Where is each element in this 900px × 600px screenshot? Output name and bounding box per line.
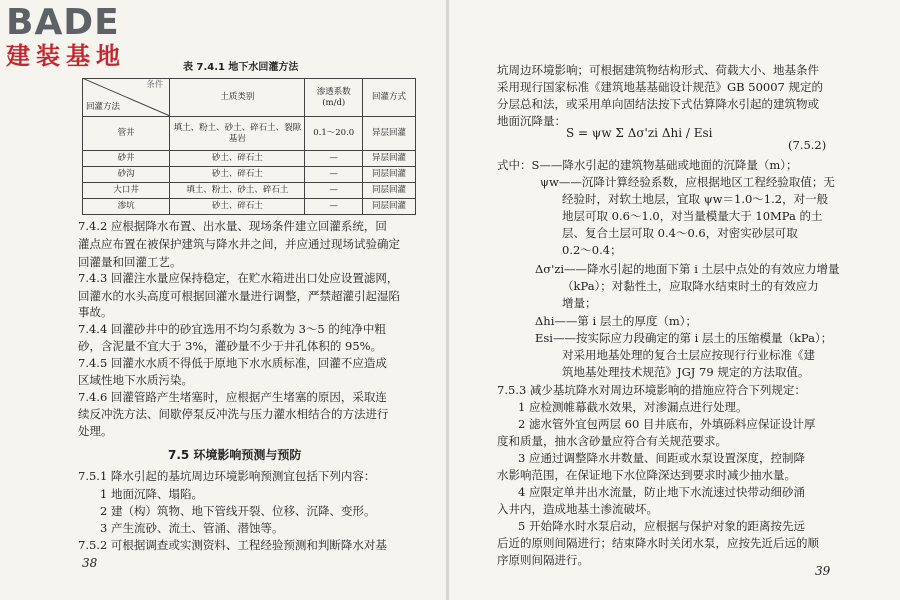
table-cell: 0.1～20.0 [305,117,363,151]
text-line: 4 应限定单井出水流量，防止地下水流速过快带动细砂涌 [518,485,805,499]
th-perm: 渗透系数(m/d) [305,79,363,117]
text-line: ψw——沉降计算经验系数，应根据地区工程经验取值；无 [540,175,835,189]
book-spine [446,0,449,600]
table-cell: 砂沟 [83,167,170,183]
table-cell: — [305,183,363,199]
table-cell: — [305,167,363,183]
logo-bade: BADE [6,2,120,43]
text-line: 续反冲洗方法、间歇停泵反冲洗与压力灌水相结合的方法进行 [78,407,389,421]
text-line: 7.4.5 回灌水水质不得低于原地下水水质标准，回灌不应造成 [78,356,387,370]
text-line: 事故。 [78,305,113,319]
text-line: 回灌水的水头高度可根据回灌水量进行调整，严禁超灌引起湿陷 [78,289,400,303]
table-cell: 同层回灌 [362,199,415,215]
table-cell: 同层回灌 [362,167,415,183]
table-cell: 异层回灌 [362,117,415,151]
text-line: 分层总和法，或采用单向固结法按下式估算降水引起的建筑物或 [497,97,819,111]
text-line: Esi——按实际应力段确定的第 i 层土的压缩模量（kPa）； [535,331,833,345]
text-line: 7.5.2 可根据调查或实测资料、工程经验预测和判断降水对基 [78,538,387,552]
table-cell: — [305,199,363,215]
text-line: Δσ'zi——降水引起的地面下第 i 土层中点处的有效应力增量 [535,262,840,276]
text-line: 7.4.6 回灌管路产生堵塞时，应根据产生堵塞的原因，采取连 [78,390,387,404]
table-cell: 砂井 [83,151,170,167]
text-line: 2 建（构）筑物、地下管线开裂、位移、沉降、变形。 [100,504,376,518]
text-line: 7.4.3 回灌注水量应保持稳定，在贮水箱进出口处应设置滤网， [78,271,399,285]
table-cell: 大口井 [83,183,170,199]
text-line: 地面沉降量： [497,114,566,128]
text-line: 灌点应布置在被保护建筑与降水井之间，并应通过现场试验确定 [78,237,400,251]
formula-number: (7.5.2) [788,138,827,152]
table-cell: 异层回灌 [362,151,415,167]
text-line: 处理。 [78,424,113,438]
page-number-right: 39 [815,564,831,578]
text-line: 水影响范围，在保证地下水位降深达到要求时减少抽水量。 [497,468,796,482]
text-line: 5 开始降水时水泵启动，应根据与保护对象的距离按先远 [518,519,805,533]
formula-text: S = ψw Σ Δσ'zi Δhi / Esi [566,126,713,140]
table-diagonal-line [82,78,172,116]
logo-cn: 建装基地 [6,42,126,70]
text-line: 度和质量，抽水含砂量应符合有关规范要求。 [497,434,727,448]
table-cell: — [305,151,363,167]
table-cell: 砂土、碎石土 [170,199,305,215]
text-line: 后近的原则间隔进行；结束降水时关闭水泵，应按先近后远的顺 [497,536,819,550]
text-line: 1 应检测帷幕截水效果，对渗漏点进行处理。 [518,400,748,414]
table-cell: 填土、粉土、砂土、碎石土 [170,183,305,199]
text-line: 7.5.1 降水引起的基坑周边环境影响预测宜包括下列内容： [78,469,376,483]
text-line: 7.5.3 减少基坑降水对周边环境影响的措施应符合下列规定： [497,383,806,397]
table-cell: 同层回灌 [362,183,415,199]
text-line: 3 产生流砂、流土、管涌、潜蚀等。 [100,521,284,535]
text-line: 入井内，造成地基土渗流破坏。 [497,502,658,516]
text-line: （kPa）；对黏性土，应取降水结束时土的有效应力 [562,279,819,293]
text-line: 7.4.2 应根据降水布置、出水量、现场条件建立回灌系统，回 [78,219,387,233]
table-cell: 管井 [83,117,170,151]
th-soil: 土质类别 [170,79,305,117]
text-line: 层、复合土层可取 0.4～0.6，对密实砂层可取 [562,226,798,240]
table-cell: 砂土、碎石土 [170,167,305,183]
th-mode: 回灌方式 [362,79,415,117]
text-line: 砂，含泥量不宜大于 3%，灌砂量不少于井孔体积的 95%。 [78,339,383,353]
diag-bottom: 回灌方法 [86,102,121,112]
logo [6,4,126,70]
text-line: 序原则间隔进行。 [497,553,589,567]
text-line: 区域性地下水质污染。 [78,373,193,387]
table-cell: 砂土、碎石土 [170,151,305,167]
table-cell: 填土、粉土、砂土、碎石土、裂隙基岩 [170,117,305,151]
table-cell: 渗坑 [83,199,170,215]
text-line: 回灌量和回灌工艺。 [78,255,182,269]
text-line: 0.2～0.4； [562,243,622,257]
text-line: 式中：S——降水引起的建筑物基础或地面的沉降量（m）； [497,158,798,172]
text-line: 地层可取 0.6～1.0，对当量模量大于 10MPa 的土 [562,209,823,223]
text-line: 2 滤水管外宜包两层 60 目井底布，外填砾料应保证设计厚 [518,417,816,431]
text-line: 采用现行国家标准《建筑地基基础设计规范》GB 50007 规定的 [497,80,824,94]
page-number-left: 38 [82,556,98,570]
text-line: 筑地基处理技术规范》JGJ 79 规定的方法取值。 [562,365,810,379]
diag-top: 条件 [146,80,164,90]
text-line: 坑周边环境影响；可根据建筑物结构形式、荷载大小、地基条件 [497,63,819,77]
text-line: 3 应通过调整降水井数量、间距或水泵设置深度，控制降 [518,451,805,465]
text-line: 7.4.4 回灌砂井中的砂宜选用不均匀系数为 3～5 的纯净中粗 [78,322,386,336]
text-line: 经验时，对软土地层，宜取 ψw＝1.0～1.2，对一般 [562,192,829,206]
text-line: Δhi——第 i 层土的厚度（m）； [535,314,698,328]
section-heading: 7.5 环境影响预测与预防 [168,448,302,462]
text-line: 1 地面沉降、塌陷。 [100,487,203,501]
text-line: 对采用地基处理的复合土层应按现行行业标准《建 [562,348,815,362]
settlement-formula [566,126,713,140]
table-caption: 表 7.4.1 地下水回灌方法 [183,62,299,73]
text-line: 增量； [562,296,597,310]
